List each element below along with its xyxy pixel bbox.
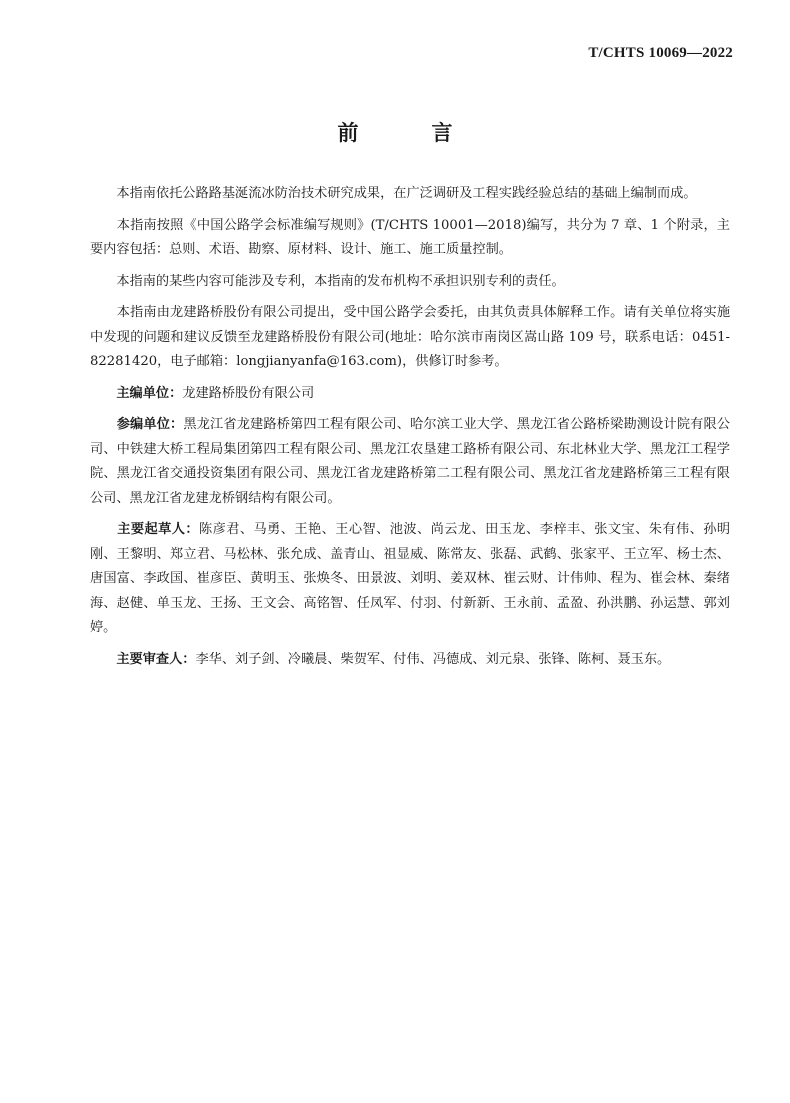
participants-value: 黑龙江省龙建路桥第四工程有限公司、哈尔滨工业大学、黑龙江省公路桥梁勘测设计院有限公司、中铁建大桥工程局集团第四工程有限公司、黑龙江农垦建工路桥有限公司、东北林业大学、黑龙江工程学院、黑龙江省交通投资集团有限公司、黑龙江省龙建路桥第二工程有限公司、黑龙江省龙建路桥第三工程有限公司、黑龙江省龙建龙桥钢结构有限公司。 xyxy=(90,417,731,506)
document-code: T/CHTS 10069—2022 xyxy=(588,45,733,61)
preface-body xyxy=(90,182,730,679)
paragraph-text: 本指南依托公路路基涎流冰防治技术研究成果，在广泛调研及工程实践经验总结的基础上编制而成。 xyxy=(116,186,697,201)
paragraph-basis xyxy=(90,182,730,207)
paragraph-patent xyxy=(90,270,730,295)
chief-editor-label: 主编单位： xyxy=(116,385,183,401)
participants-line xyxy=(90,413,730,511)
drafters-line xyxy=(90,518,730,641)
reviewers-line xyxy=(90,648,730,673)
paragraph-feedback xyxy=(90,301,730,375)
reviewers-label: 主要审查人： xyxy=(116,651,196,667)
paragraph-text: 本指南的某些内容可能涉及专利，本指南的发布机构不承担识别专利的责任。 xyxy=(116,273,565,289)
participants-label: 参编单位： xyxy=(116,417,184,432)
chief-editor-line xyxy=(90,382,730,407)
chief-editor-value: 龙建路桥股份有限公司 xyxy=(182,385,315,401)
page-title: 前 言 xyxy=(337,121,479,145)
paragraph-text: 本指南由龙建路桥股份有限公司提出，受中国公路学会委托，由其负责具体解释工作。请有关单位将实施中发现的问题和建议反馈至龙建路桥股份有限公司(地址：哈尔滨市南岗区嵩山路 109 号，联系电话：0451-82281420，电子邮箱：longjianyanfa@163.com)，供修订时参考。 xyxy=(90,305,731,369)
reviewers-value: 李华、刘子剑、冷曦晨、柴贺军、付伟、冯德成、刘元泉、张锋、陈柯、聂玉东。 xyxy=(195,651,671,667)
drafters-value: 陈彦君、马勇、王艳、王心智、池波、尚云龙、田玉龙、李梓丰、张文宝、朱有伟、孙明刚、王黎明、郑立君、马松林、张允成、盖青山、祖显威、陈常友、张磊、武鹤、张家平、王立军、杨士杰、唐国富、李政国、崔彦臣、黄明玉、张焕冬、田景波、刘明、姜双林、崔云财、计伟帅、程为、崔会林、秦绪海、赵健、单玉龙、王扬、王文会、高铭智、任凤军、付羽、付新新、王永前、孟盈、孙洪鹏、孙运慧、郭刘婷。 xyxy=(90,522,731,635)
drafters-label: 主要起草人： xyxy=(117,522,200,537)
paragraph-structure xyxy=(90,214,730,263)
paragraph-text: 本指南按照《中国公路学会标准编写规则》(T/CHTS 10001—2018)编写，共分为 7 章、1 个附录，主要内容包括：总则、术语、勘察、原材料、设计、施工、施工质量控制。 xyxy=(90,217,730,257)
